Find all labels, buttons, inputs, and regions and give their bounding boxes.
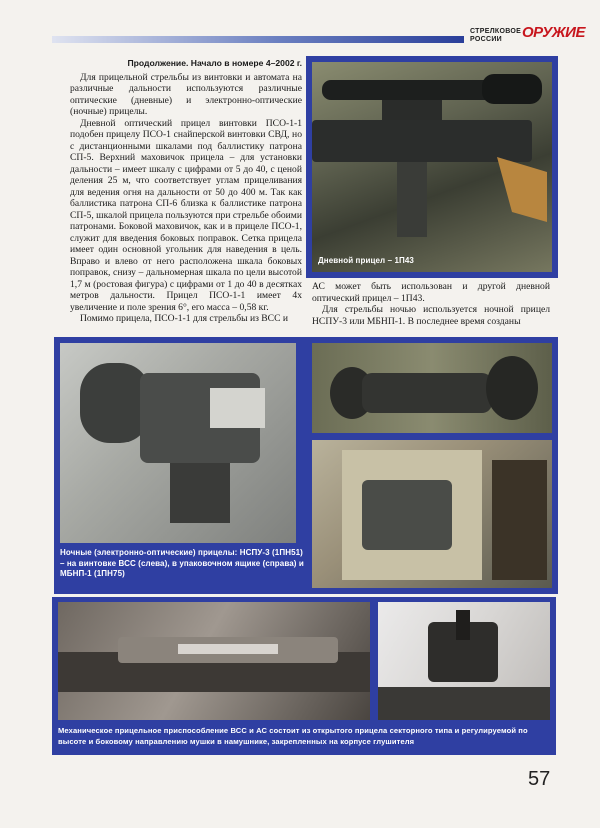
mbnp1-photo (312, 343, 552, 433)
section-title-line1: СТРЕЛКОВОЕ (470, 28, 522, 35)
article-paragraph: Для стрельбы ночью используется ночной прицел НСПУ-3 или МБНП-1. В последнее время созданы (312, 304, 550, 327)
rifle-illustration (312, 62, 552, 272)
nspu3-illustration (60, 343, 296, 543)
day-sight-photo (312, 62, 552, 272)
front-sight-illustration (378, 602, 550, 720)
article-paragraph: Помимо прицела, ПСО-1-1 для стрельбы из ВСС и (80, 313, 288, 324)
continuation-note: Продолжение. Начало в номере 4–2002 г. (127, 58, 302, 68)
mbnp1-illustration (312, 343, 552, 433)
section-title-line2: РОССИИ (470, 36, 502, 43)
packing-box-photo (312, 440, 552, 588)
day-sight-caption: Дневной прицел – 1П43 (318, 256, 414, 265)
sector-sight-photo (58, 602, 370, 720)
article-column-2 (312, 281, 550, 327)
front-sight-photo (378, 602, 550, 720)
article-paragraph: Для прицельной стрельбы из винтовки и автомата на различные дальности используются различные оптические (дневные) и электронно-оптические (ночные) прицелы. (70, 71, 302, 117)
article-paragraph: Дневной оптический прицел винтовки ПСО-1-1 подобен прицелу ПСО-1 снайперской винтовки СВД, но с дистанционными шкалами под баллистику патрона СП-5. Верхний маховичок прицела – для установки дальности – имеет шкалу с цифрами от 5 до 40, с ценой деления 25 м, что соответствует углам прицеливания для ведения огня на дальности от 50 до 400 м. Так как баллистика патрона СП-6 близка к баллистике патрона СП-5, шкалой прицела пользуются при стрельбе обоими патронами. Боковой маховичок, как и в прицеле ПСО-1, служит для введения боковых поправок. Сетка прицела имеет один основной угольник для наведения в цель. Вправо и влево от него расположена шкала боковых поправок, снизу – дальномерная шкала по цели высотой 1,7 м (ростовая фигура) с цифрами от 1 до 40 в десятках метров дальности. Прицел ПСО-1-1 имеет 4х увеличение и поле зрения 6°, его масса – 0,58 кг. (70, 117, 302, 313)
sector-sight-illustration (58, 602, 370, 720)
night-sights-caption: Ночные (электронно-оптические) прицелы: НСПУ-3 (1ПН51) – на винтовке ВСС (слева), в упаковочном ящике (справа) и МБНП-1 (1ПН75) (60, 548, 304, 578)
nspu3-photo (60, 343, 296, 543)
article-column-1 (70, 58, 302, 325)
magazine-logo: ОРУЖИЕ (522, 24, 585, 41)
mechanical-sight-caption: Механическое прицельное приспособление ВСС и АС состоит из открытого прицела секторного типа и регулируемой по высоте и боковому направлению мушки в намушнике, закрепленных на корпусе глушителя (58, 726, 528, 746)
page-number: 57 (528, 768, 551, 790)
article-paragraph: АС может быть использован и другой дневной оптический прицел – 1П43. (312, 281, 550, 304)
packing-box-illustration (312, 440, 552, 588)
header-bar (52, 36, 464, 43)
